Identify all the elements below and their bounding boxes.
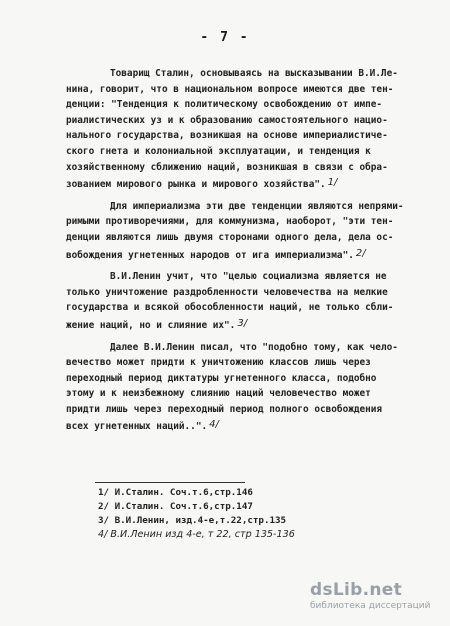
- footnote-ref-2: 2/: [355, 247, 366, 259]
- text-line: [66, 246, 410, 262]
- text-line: Далее В.И.Ленин писал, что "подобно тому, как чело-: [110, 341, 398, 353]
- page-number: - 7 -: [200, 30, 250, 45]
- text-line: [66, 316, 410, 332]
- footnote-2: 2/ И.Сталин. Соч.т.6,стр.147: [98, 501, 253, 512]
- footnote-4: 4/ В.И.Ленин изд 4-е, т 22, стр 135-136: [98, 529, 295, 540]
- text-line: переходный период диктатуры угнетенного класса, подобно: [66, 372, 377, 384]
- text-line: Для империализма эти две тенденции являются непрями-: [110, 200, 404, 212]
- text-line: нального государства, возникшая на основе империалистиче-: [66, 130, 388, 142]
- text-line-content: жение наций, но и слияние их".: [66, 319, 236, 331]
- footnote-ref-1: 1/: [327, 177, 338, 189]
- footnote-3: 3/ В.И.Ленин, изд.4-е,т.22,стр.135: [98, 515, 287, 526]
- paragraph-2: [66, 199, 410, 261]
- text-line: нина, говорит, что в национальном вопросе имеются две тен-: [66, 83, 394, 95]
- text-line: Товарищ Сталин, основываясь на высказывании В.И.Ле-: [110, 68, 398, 79]
- text-line: этому и к неизбежному слиянию наций человечество может: [66, 388, 371, 400]
- footnote-ref-4: 4/: [209, 419, 219, 431]
- footnote-1: 1/ И.Сталин. Соч.т.6,стр.146: [98, 487, 253, 498]
- paragraph-3: [66, 269, 410, 331]
- text-line: денции: "Тенденция к политическому освобождению от импе-: [66, 99, 383, 111]
- footnotes: [98, 486, 418, 542]
- text-line: В.И.Ленин учит, что "целью социализма является не: [110, 271, 387, 283]
- text-line: ского гнета и колониальной эксплуатации, и тенденция к: [66, 145, 371, 157]
- watermark-subtitle: библиотека диссертаций: [310, 601, 431, 611]
- text-line: хозяйственному сближению наций, возникшая в связи с обра-: [66, 161, 388, 173]
- text-line-content: всех угнетенных наций..".: [66, 421, 208, 433]
- text-line: денции являются лишь двумя сторонами одного дела, дела ос-: [66, 231, 394, 243]
- text-line: римыми противоречиями, для коммунизма, наоборот, "эти тен-: [66, 216, 394, 228]
- text-line: [66, 175, 410, 191]
- text-line: риалистических уз и к образованию самостоятельного нацио-: [66, 114, 388, 126]
- text-line: вечество может придти к уничтожению классов лишь через: [66, 357, 371, 369]
- footnote-divider: [95, 482, 245, 483]
- text-line-content: вобождения угнетенных народов от ига империализма".: [66, 249, 354, 261]
- text-line: придти лишь через переходный период полного освобождения: [66, 403, 383, 415]
- watermark: [310, 580, 440, 611]
- text-line: государства и всякой обособленности наций, не только сбли-: [66, 302, 394, 314]
- text-line: [66, 417, 410, 433]
- paragraph-4: [66, 340, 410, 434]
- text-line-content: зованием мирового рынка и мирового хозяйства".: [66, 179, 326, 191]
- watermark-title: dsLib.net: [310, 580, 403, 600]
- document-body: [66, 66, 410, 433]
- paragraph-1: [66, 66, 410, 191]
- text-line: только уничтожение раздробленности человечества на мелкие: [66, 286, 388, 298]
- footnote-ref-3: 3/: [237, 317, 248, 329]
